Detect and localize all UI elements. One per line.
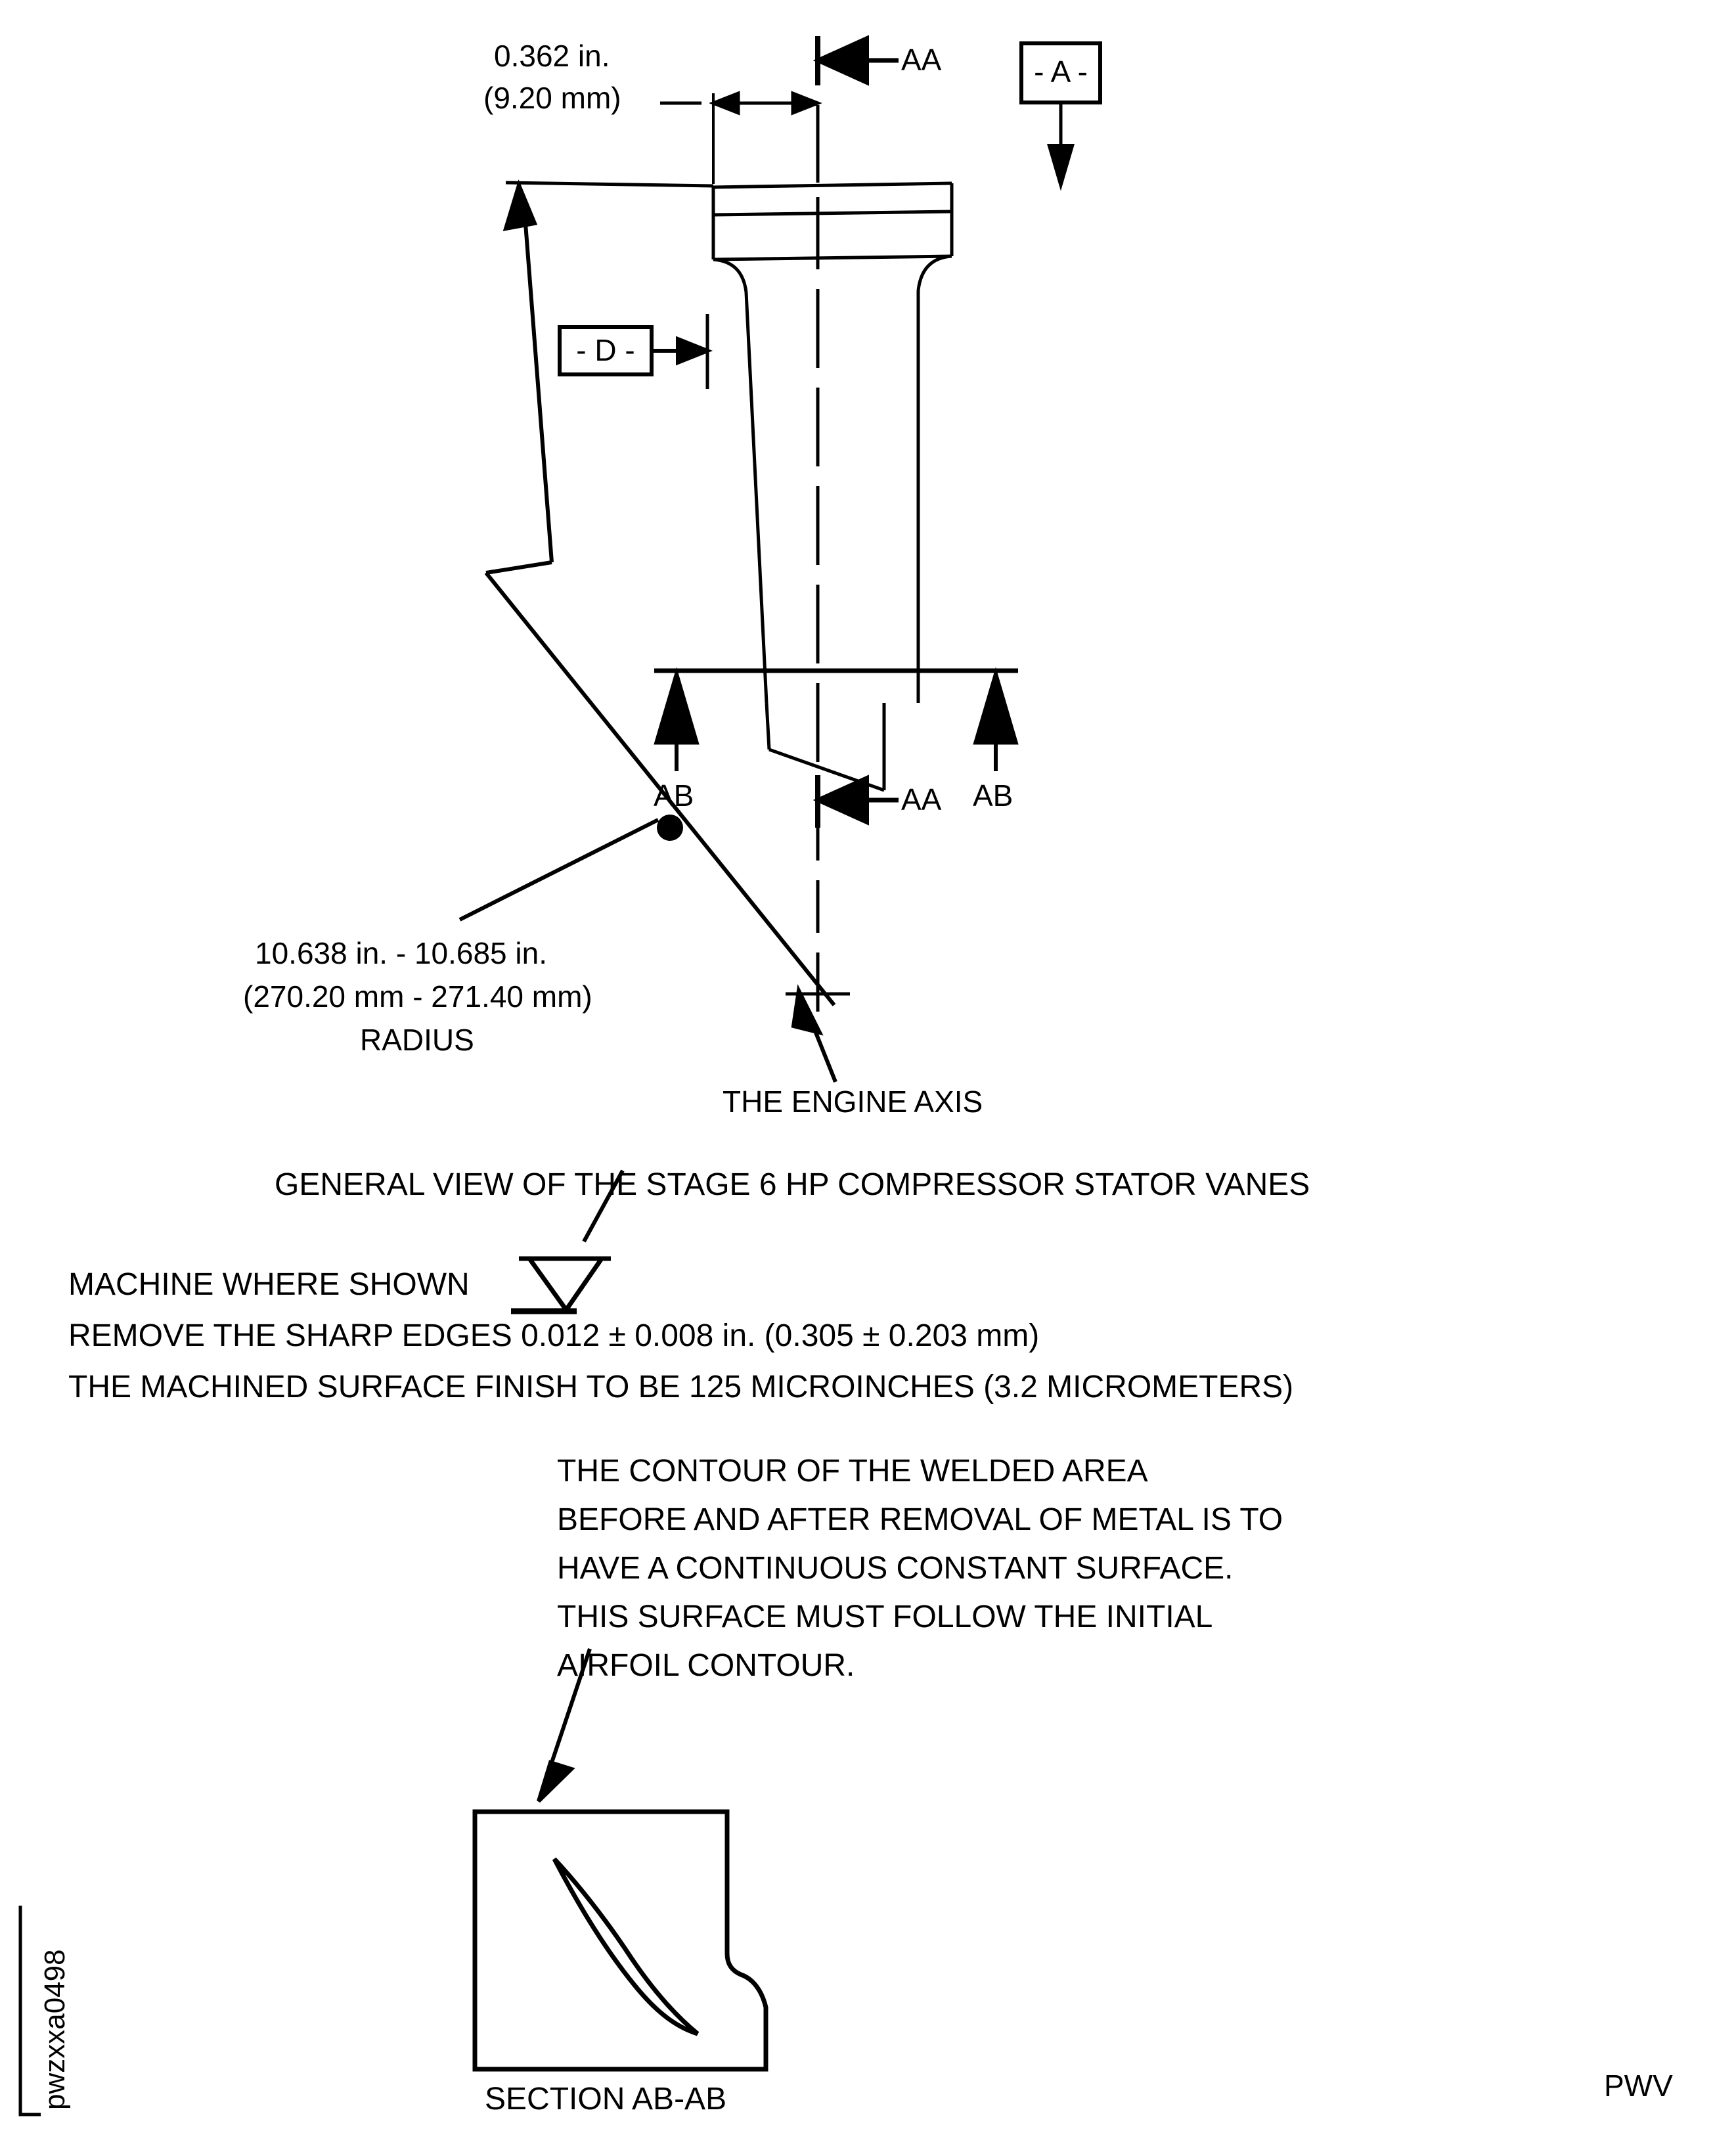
figure-id-bracket [20, 1906, 41, 2115]
main-view-caption: GENERAL VIEW OF THE STAGE 6 HP COMPRESSOR STATOR VANES [275, 1167, 1310, 1202]
radius-dim-line1: 10.638 in. - 10.685 in. [255, 936, 547, 970]
dim-arrow-left [713, 93, 738, 113]
fillet-left [713, 259, 746, 292]
radius-dimension-leader [460, 183, 834, 1005]
section-ab-detail [475, 1812, 766, 2069]
datum-a-arrowhead [1050, 146, 1072, 184]
contour-note-line5: AIRFOIL CONTOUR. [557, 1648, 855, 1683]
contour-leader-arrowhead [539, 1762, 571, 1801]
section-ab-left-label: AB [654, 778, 694, 813]
datum-d-label: - D - [576, 333, 635, 367]
section-view-caption: SECTION AB-AB [485, 2082, 727, 2116]
platform-offset-dimension [660, 93, 818, 184]
contour-note-line2: BEFORE AND AFTER REMOVAL OF METAL IS TO [557, 1502, 1283, 1537]
datum-d-arrowhead [678, 339, 707, 363]
ab-right-arrowhead [976, 675, 1015, 742]
contour-note-line1: THE CONTOUR OF THE WELDED AREA [557, 1454, 1148, 1489]
radius-arrowhead-top [506, 185, 535, 229]
platform-mid-line [713, 212, 952, 215]
engine-axis-arrowhead [793, 991, 820, 1033]
engine-axis-label: THE ENGINE AXIS [723, 1085, 983, 1119]
machining-note-line1: MACHINE WHERE SHOWN [68, 1267, 470, 1302]
section-ab-cut-line [654, 671, 1018, 771]
radius-dim-line3: RADIUS [360, 1023, 474, 1057]
radius-dim-line2: (270.20 mm - 271.40 mm) [243, 979, 592, 1014]
ab-left-arrowhead [657, 675, 696, 742]
engine-axis-leader [793, 991, 835, 1082]
aa-bottom-arrowhead [818, 778, 867, 822]
section-aa-top-marker [818, 36, 899, 85]
radius-center-dot [657, 815, 683, 841]
dim-arrow-right [793, 93, 818, 113]
platform-offset-dim-line2: (9.20 mm) [483, 81, 621, 115]
platform-upper-band [713, 183, 952, 187]
datum-a-label: - A - [1034, 55, 1088, 89]
aa-top-arrowhead [818, 38, 867, 83]
section-ab-right-label: AB [973, 778, 1013, 813]
section-aa-bottom-label: AA [901, 782, 942, 817]
airfoil-left-side [746, 292, 767, 703]
figure-id-label: pwzxxa0498 [39, 1949, 71, 2110]
section-aa-top-label: AA [901, 43, 942, 77]
airfoil-tip-left [767, 703, 769, 750]
machining-note-line2: REMOVE THE SHARP EDGES 0.012 ± 0.008 in. (0.305 ± 0.203 mm) [68, 1318, 1040, 1353]
contour-note-line3: HAVE A CONTINUOUS CONSTANT SURFACE. [557, 1551, 1234, 1586]
vane-geometry [713, 183, 952, 790]
section-aa-bottom-marker [818, 775, 899, 828]
corner-mark-label: PWV [1604, 2069, 1673, 2103]
airfoil-cross-section [554, 1859, 698, 2034]
machining-note-line3: THE MACHINED SURFACE FINISH TO BE 125 MICROINCHES (3.2 MICROMETERS) [68, 1370, 1294, 1404]
fillet-right [918, 256, 952, 290]
platform-offset-dim-line1: 0.362 in. [494, 39, 610, 73]
contour-note-line4: THIS SURFACE MUST FOLLOW THE INITIAL [557, 1600, 1213, 1634]
platform-bottom-edge [713, 256, 952, 259]
